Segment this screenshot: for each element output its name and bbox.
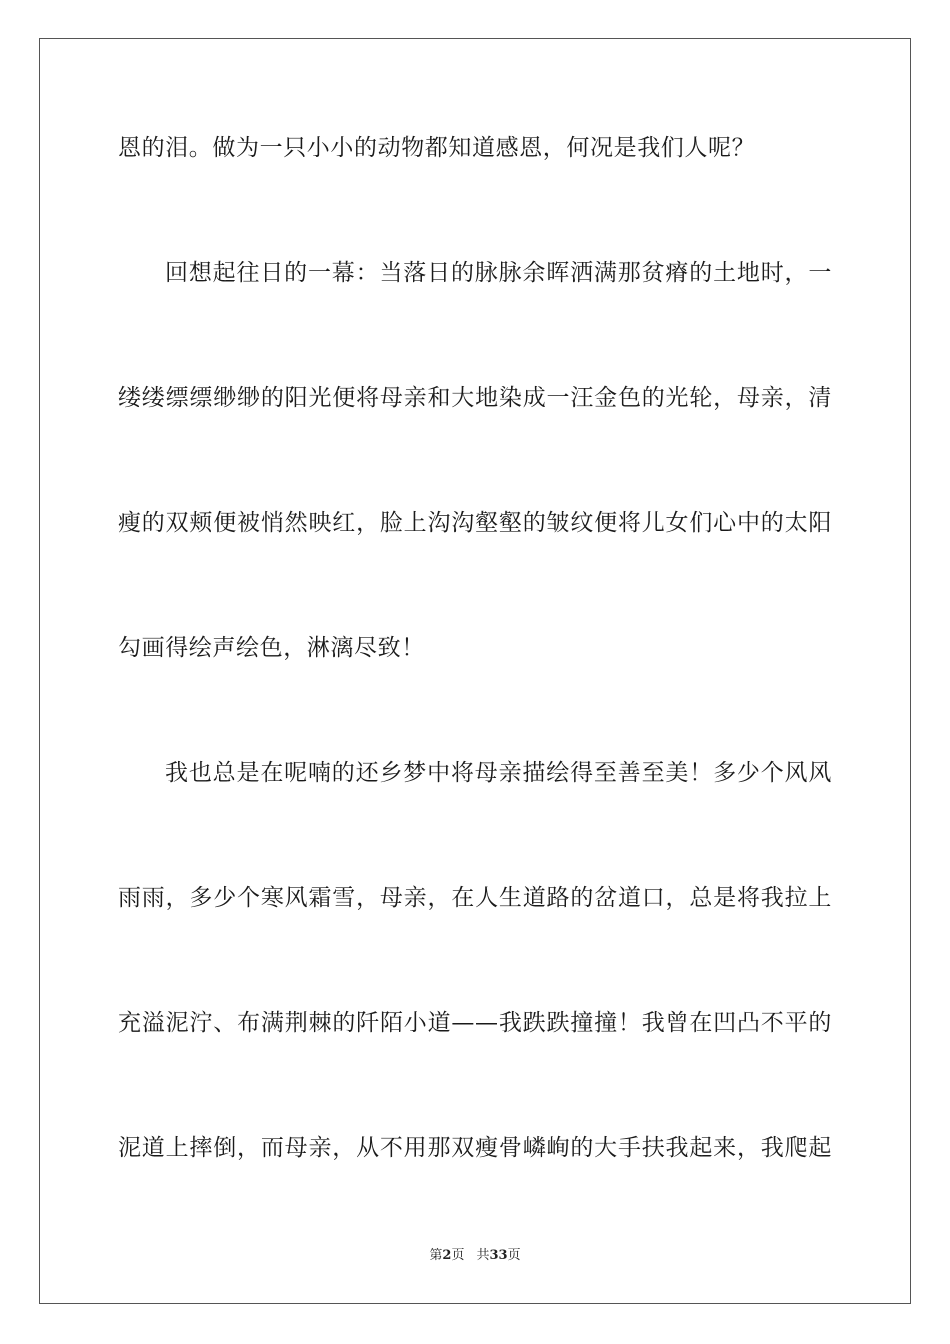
text-line-3: 缕缕缥缥缈缈的阳光便将母亲和大地染成一汪金色的光轮，母亲，清: [118, 385, 832, 411]
text-line-7: 雨雨，多少个寒风霜雪，母亲，在人生道路的岔道口，总是将我拉上: [118, 885, 832, 911]
text-line-9: 泥道上摔倒，而母亲，从不用那双瘦骨嶙峋的大手扶我起来，我爬起: [118, 1135, 832, 1161]
page-footer: [0, 1248, 950, 1264]
page-label-prefix: 第: [429, 1248, 443, 1263]
page-label-unit: 页: [451, 1248, 465, 1263]
total-pages: 33: [489, 1248, 508, 1263]
page-number: 2: [442, 1248, 452, 1263]
total-label-unit: 页: [507, 1248, 521, 1263]
text-line-5: 勾画得绘声绘色，淋漓尽致！: [118, 635, 425, 661]
total-label-prefix: 共: [476, 1248, 490, 1263]
text-line-6-paragraph-start: 我也总是在呢喃的还乡梦中将母亲描绘得至善至美！多少个风风: [165, 760, 832, 786]
page-border: [39, 38, 911, 1304]
text-line-2-paragraph-start: 回想起往日的一幕：当落日的脉脉余晖洒满那贫瘠的土地时，一: [165, 260, 832, 286]
text-line-1: 恩的泪。做为一只小小的动物都知道感恩，何况是我们人呢？: [118, 135, 756, 161]
text-line-8: 充溢泥泞、布满荆棘的阡陌小道——我跌跌撞撞！我曾在凹凸不平的: [118, 1010, 832, 1036]
text-line-4: 瘦的双颊便被悄然映红，脸上沟沟壑壑的皱纹便将儿女们心中的太阳: [118, 510, 832, 536]
